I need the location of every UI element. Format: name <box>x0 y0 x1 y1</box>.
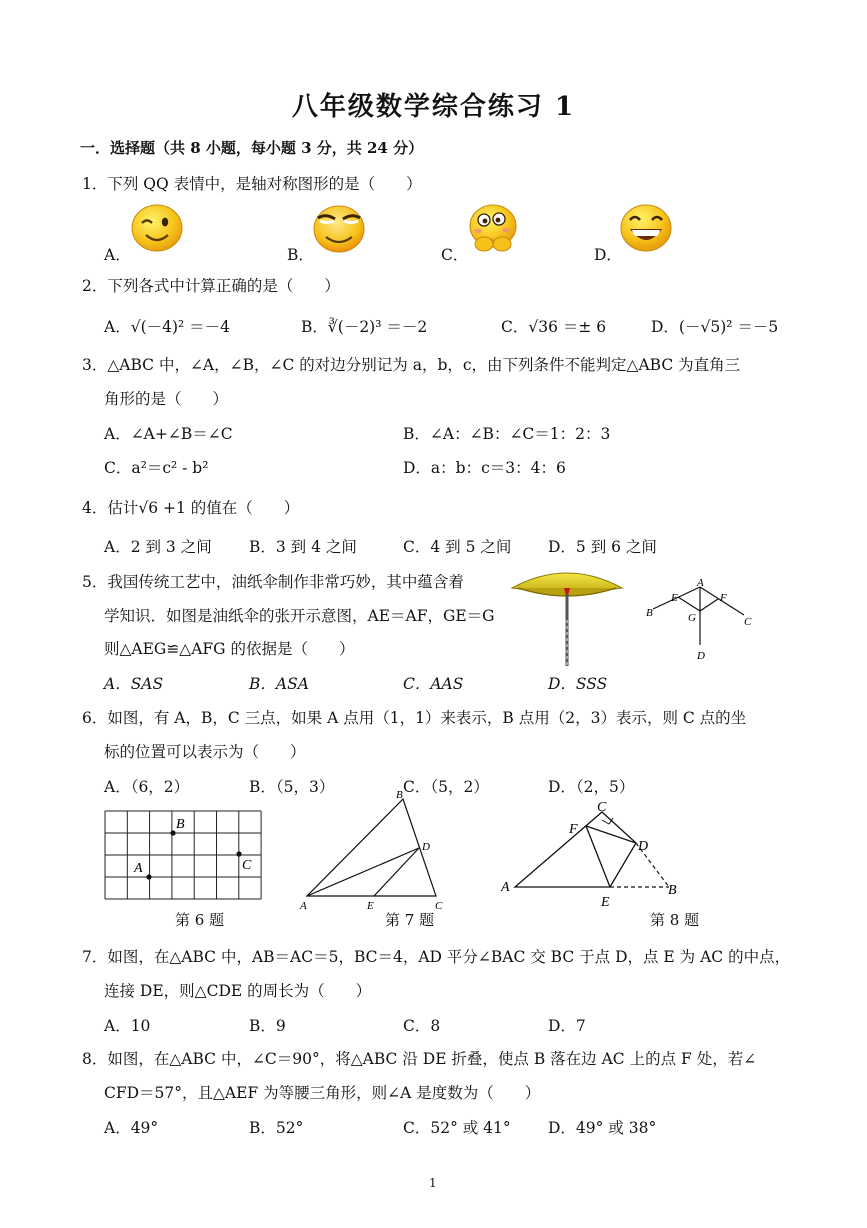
q1-option-b[interactable]: B． <box>287 246 314 264</box>
q8-label-d: D <box>638 839 649 854</box>
q5-stem-line2: 学知识．如图是油纸伞的张开示意图，AE＝AF，GE＝G <box>104 607 495 625</box>
q8-label-b: B <box>668 883 677 898</box>
q5-label-f: F <box>720 592 727 604</box>
q2-option-a[interactable]: A．√(－4)² ＝－4 <box>104 318 231 336</box>
q6-label-c: C <box>242 858 252 873</box>
q5-option-b[interactable]: B．ASA <box>249 675 309 693</box>
q8-option-c[interactable]: C．52° 或 41° <box>403 1119 511 1137</box>
q6-stem-line1: 6．如图，有 A，B，C 三点，如果 A 点用（1，1）来表示，B 点用（2，3）表示，则 C 点的坐 <box>82 709 747 727</box>
q6-grid-figure <box>100 806 266 902</box>
page-title: 八年级数学综合练习 1 <box>291 92 576 122</box>
q8-caption: 第 8 题 <box>650 911 700 929</box>
q5-option-a[interactable]: A．SAS <box>104 675 164 693</box>
q2-stem: 2．下列各式中计算正确的是（ ） <box>82 277 340 295</box>
q7-label-d: D <box>422 841 430 853</box>
q7-option-a[interactable]: A．10 <box>104 1017 151 1035</box>
smiley-wink-icon <box>130 203 184 253</box>
q4-option-d[interactable]: D．5 到 6 之间 <box>548 538 657 556</box>
q2-option-c[interactable]: C．√36 ＝± 6 <box>501 318 607 336</box>
q2-option-b[interactable]: B．∛(－2)³ ＝－2 <box>301 318 428 336</box>
umbrella-photo-icon <box>508 560 626 668</box>
q3-stem-line2: 角形的是（ ） <box>104 390 229 408</box>
q7-stem-line1: 7．如图，在△ABC 中，AB＝AC＝5，BC＝4，AD 平分∠BAC 交 BC 于点 D，点 E 为 AC 的中点， <box>82 948 791 966</box>
q8-option-d[interactable]: D．49° 或 38° <box>548 1119 657 1137</box>
q3-option-d[interactable]: D．a：b：c＝3：4：6 <box>403 459 566 477</box>
q4-option-b[interactable]: B．3 到 4 之间 <box>249 538 357 556</box>
smiley-smirk-icon <box>312 203 366 253</box>
q4-option-a[interactable]: A．2 到 3 之间 <box>104 538 212 556</box>
section-heading: 一．选择题（共 8 小题，每小题 3 分，共 24 分） <box>80 139 424 157</box>
q5-label-a: A <box>697 577 704 589</box>
q6-label-b: B <box>176 817 185 832</box>
q3-stem-line1: 3．△ABC 中，∠A，∠B，∠C 的对边分别记为 a，b，c，由下列条件不能判定△ABC 为直角三 <box>82 356 741 374</box>
q1-option-d[interactable]: D． <box>594 246 622 264</box>
q3-option-c[interactable]: C．a²＝c² - b² <box>104 459 209 477</box>
q8-fold-figure <box>496 796 686 908</box>
q8-label-e: E <box>601 895 610 908</box>
q1-option-a[interactable]: A． <box>104 246 131 264</box>
q5-label-c: C <box>744 616 752 628</box>
q7-label-a: A <box>300 900 307 912</box>
q7-stem-line2: 连接 DE，则△CDE 的周长为（ ） <box>104 982 372 1000</box>
q5-label-d: D <box>697 650 705 662</box>
q4-option-c[interactable]: C．4 到 5 之间 <box>403 538 512 556</box>
q6-option-b[interactable]: B．（5，3） <box>249 778 335 796</box>
q5-umbrella-diagram <box>640 575 758 667</box>
smiley-grin-icon <box>619 203 673 253</box>
smiley-shy-icon <box>466 202 520 254</box>
q6-option-a[interactable]: A．（6，2） <box>104 778 190 796</box>
q2-option-d[interactable]: D．(－√5)² ＝－5 <box>651 318 779 336</box>
q5-label-e: E <box>671 592 678 604</box>
q7-label-c: C <box>435 900 443 912</box>
q8-label-a: A <box>501 880 510 895</box>
q8-stem-line2: CFD＝57°，且△AEF 为等腰三角形，则∠A 是度数为（ ） <box>104 1084 541 1102</box>
q7-label-e: E <box>367 900 374 912</box>
q8-label-c: C <box>597 800 607 815</box>
q3-option-a[interactable]: A．∠A+∠B＝∠C <box>104 425 233 443</box>
q7-triangle-figure <box>296 786 450 914</box>
q6-label-a: A <box>134 861 143 876</box>
q7-option-c[interactable]: C．8 <box>403 1017 441 1035</box>
q5-stem-line3: 则△AEG≌△AFG 的依据是（ ） <box>104 640 355 658</box>
q8-option-b[interactable]: B．52° <box>249 1119 304 1137</box>
q6-stem-line2: 标的位置可以表示为（ ） <box>104 743 306 761</box>
q5-label-b: B <box>646 607 653 619</box>
q7-caption: 第 7 题 <box>385 911 435 929</box>
q7-option-b[interactable]: B．9 <box>249 1017 286 1035</box>
q6-option-d[interactable]: D．（2，5） <box>548 778 635 796</box>
q5-option-c[interactable]: C．AAS <box>403 675 464 693</box>
q5-label-g: G <box>688 612 696 624</box>
q4-stem: 4．估计√6 +1 的值在（ ） <box>82 499 300 517</box>
q8-option-a[interactable]: A．49° <box>104 1119 159 1137</box>
page-number: 1 <box>429 1176 437 1190</box>
q6-caption: 第 6 题 <box>175 911 225 929</box>
q8-label-f: F <box>569 822 578 837</box>
q1-option-c[interactable]: C． <box>441 246 469 264</box>
q7-option-d[interactable]: D．7 <box>548 1017 586 1035</box>
q6-option-c[interactable]: C．（5，2） <box>403 778 489 796</box>
q5-option-d[interactable]: D．SSS <box>548 675 608 693</box>
q1-stem: 1．下列 QQ 表情中，是轴对称图形的是（ ） <box>82 175 422 193</box>
q7-label-b: B <box>396 789 403 801</box>
q5-stem-line1: 5．我国传统工艺中，油纸伞制作非常巧妙，其中蕴含着 <box>82 573 464 591</box>
q8-stem-line1: 8．如图，在△ABC 中，∠C＝90°，将△ABC 沿 DE 折叠，使点 B 落在边 AC 上的点 F 处，若∠ <box>82 1050 757 1068</box>
q3-option-b[interactable]: B．∠A：∠B：∠C＝1：2：3 <box>403 425 611 443</box>
